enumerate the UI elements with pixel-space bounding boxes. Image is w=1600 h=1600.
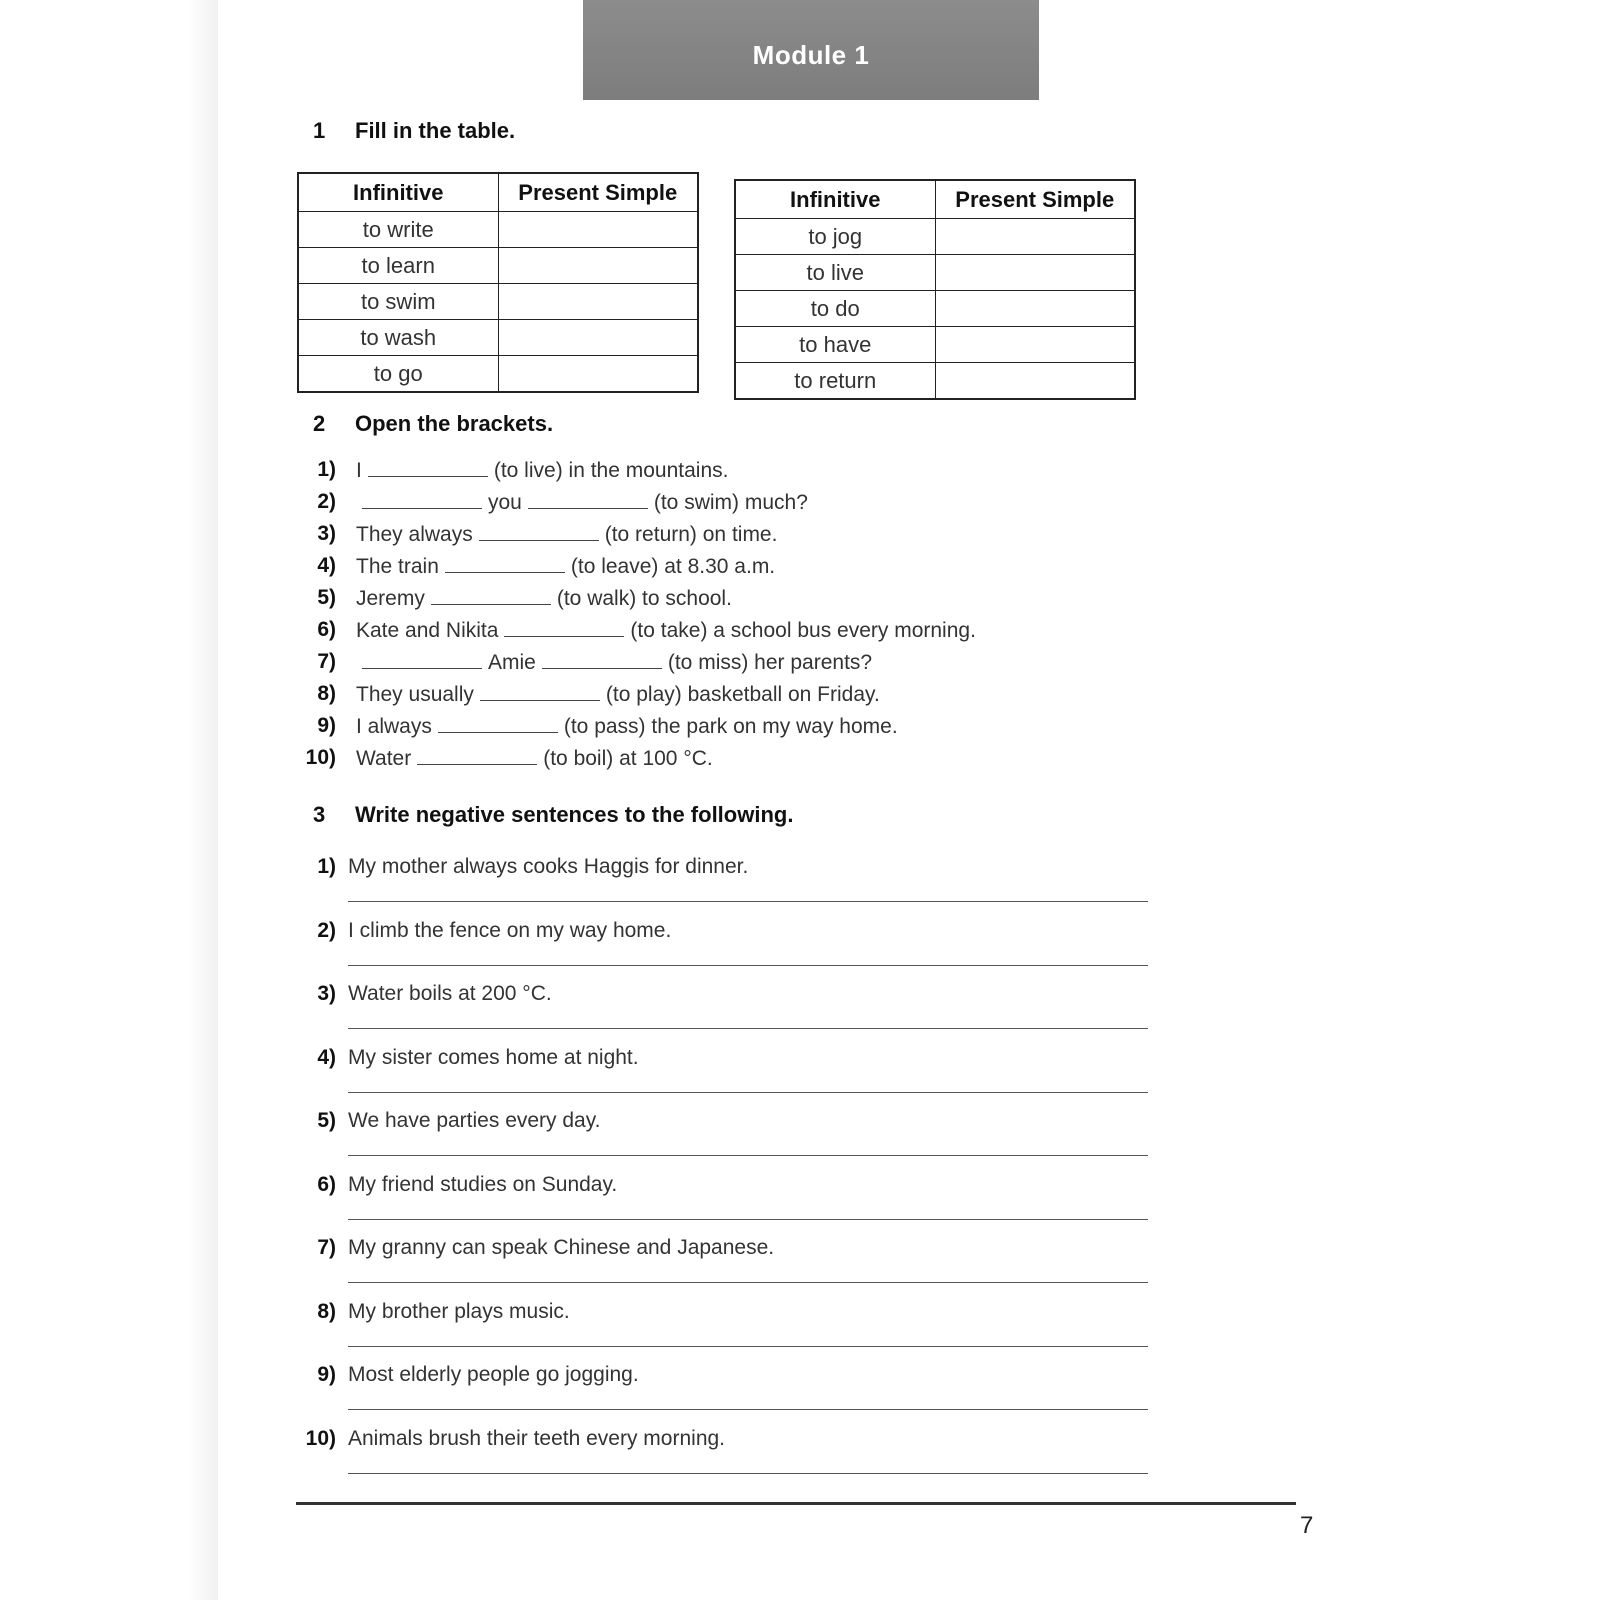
item-text-before: Water — [356, 747, 412, 770]
table-row — [298, 320, 698, 356]
table-row — [298, 212, 698, 248]
item-text-before: The train — [356, 555, 439, 578]
answer-line[interactable] — [348, 1028, 1148, 1029]
item-text-after: (to boil) at 100 °C. — [543, 747, 713, 770]
table-row — [735, 291, 1135, 327]
item-body — [356, 618, 976, 643]
item-text-after: (to miss) her parents? — [667, 651, 873, 674]
item-text-middle: you — [488, 491, 522, 514]
item-number: 9) — [317, 1363, 336, 1386]
section-title: Open the brackets. — [355, 411, 554, 436]
answer-line[interactable] — [348, 1092, 1148, 1093]
infinitive-cell: to live — [735, 255, 935, 291]
item-sentence: My friend studies on Sunday. — [348, 1172, 618, 1196]
item-text-after: (to return) on time. — [604, 523, 778, 546]
table-header-row — [298, 173, 698, 212]
page-edge-shadow — [0, 0, 218, 1600]
answer-blank[interactable] — [542, 650, 662, 669]
item-sentence: Water boils at 200 °C. — [348, 982, 552, 1005]
answer-cell[interactable] — [498, 248, 698, 284]
item-number: 1) — [317, 855, 336, 878]
footer-rule — [296, 1502, 1296, 1505]
item-number: 9) — [317, 714, 336, 737]
item-number: 2) — [317, 918, 336, 942]
answer-line[interactable] — [348, 901, 1148, 902]
answer-cell[interactable] — [498, 320, 698, 356]
bracket-exercise-item — [302, 490, 1202, 518]
table-header-row — [735, 180, 1135, 219]
answer-line[interactable] — [348, 1409, 1148, 1410]
item-number: 7) — [317, 1236, 336, 1259]
answer-blank[interactable] — [504, 618, 624, 637]
answer-blank[interactable] — [362, 490, 482, 509]
answer-cell[interactable] — [935, 255, 1135, 291]
bracket-exercise-item — [302, 586, 1202, 614]
item-body — [356, 650, 872, 675]
module-title: Module 1 — [752, 40, 870, 70]
item-body — [356, 554, 775, 579]
item-text-before: They usually — [356, 683, 474, 706]
answer-blank[interactable] — [479, 522, 599, 541]
infinitive-cell: to return — [735, 363, 935, 400]
header-infinitive: Infinitive — [735, 180, 935, 219]
item-text-after: (to take) a school bus every morning. — [630, 619, 976, 642]
page-number: 7 — [1300, 1512, 1314, 1539]
bracket-exercise-item — [302, 682, 1202, 710]
item-sentence: My brother plays music. — [348, 1299, 570, 1323]
answer-cell[interactable] — [935, 219, 1135, 255]
table-row — [735, 363, 1135, 400]
item-body — [356, 746, 713, 771]
bracket-exercise-item — [302, 746, 1202, 774]
item-number: 10) — [305, 746, 336, 769]
item-sentence: My sister comes home at night. — [348, 1045, 639, 1069]
answer-cell[interactable] — [935, 363, 1135, 400]
item-number: 2) — [317, 490, 336, 513]
item-text-after: (to pass) the park on my way home. — [563, 715, 898, 738]
item-body — [356, 522, 777, 547]
header-present-simple: Present Simple — [935, 180, 1135, 219]
item-body — [356, 458, 728, 483]
answer-line[interactable] — [348, 1346, 1148, 1347]
item-sentence: My mother always cooks Haggis for dinner. — [348, 855, 749, 878]
item-sentence: My granny can speak Chinese and Japanese. — [348, 1236, 775, 1259]
bracket-exercise-item — [302, 714, 1202, 742]
item-sentence: We have parties every day. — [348, 1109, 601, 1132]
section-title: Fill in the table. — [355, 118, 516, 143]
answer-blank[interactable] — [528, 490, 648, 509]
table-row — [298, 284, 698, 320]
item-text-before: I always — [356, 715, 432, 738]
table-row — [735, 327, 1135, 363]
item-body — [356, 490, 808, 515]
infinitive-cell: to wash — [298, 320, 498, 356]
answer-blank[interactable] — [431, 586, 551, 605]
answer-blank[interactable] — [417, 746, 537, 765]
table-row — [298, 248, 698, 284]
verb-table-right — [734, 179, 1136, 400]
answer-blank[interactable] — [480, 682, 600, 701]
infinitive-cell: to go — [298, 356, 498, 393]
table-row — [735, 219, 1135, 255]
header-present-simple: Present Simple — [498, 173, 698, 212]
item-body — [356, 586, 732, 611]
answer-line[interactable] — [348, 965, 1148, 966]
infinitive-cell: to do — [735, 291, 935, 327]
item-number: 4) — [317, 554, 336, 577]
item-number: 3) — [317, 522, 336, 545]
answer-cell[interactable] — [935, 327, 1135, 363]
table-row — [735, 255, 1135, 291]
item-number: 1) — [317, 458, 336, 481]
verb-table-left — [297, 172, 699, 393]
item-text-middle: Amie — [488, 651, 536, 674]
section-title: Write negative sentences to the following. — [355, 802, 794, 827]
infinitive-cell: to write — [298, 212, 498, 248]
item-number: 6) — [317, 618, 336, 641]
item-number: 10) — [305, 1426, 336, 1450]
bracket-exercise-item — [302, 522, 1202, 550]
section-number: 1 — [313, 118, 326, 143]
section-number: 2 — [313, 411, 326, 436]
item-text-before: They always — [356, 523, 473, 546]
item-number: 8) — [317, 682, 336, 705]
bracket-exercise-item — [302, 650, 1202, 678]
bracket-exercise-item — [302, 554, 1202, 582]
answer-blank[interactable] — [362, 650, 482, 669]
item-number: 6) — [317, 1172, 336, 1196]
bracket-exercise-item — [302, 618, 1202, 646]
header-infinitive: Infinitive — [298, 173, 498, 212]
infinitive-cell: to learn — [298, 248, 498, 284]
item-text-before: Jeremy — [356, 587, 425, 610]
infinitive-cell: to swim — [298, 284, 498, 320]
answer-blank[interactable] — [368, 458, 488, 477]
item-text-after: (to walk) to school. — [556, 587, 732, 610]
item-number: 4) — [317, 1045, 336, 1069]
bracket-exercise-item — [302, 458, 1202, 486]
answer-cell[interactable] — [935, 291, 1135, 327]
answer-line[interactable] — [348, 1155, 1148, 1156]
item-number: 3) — [317, 982, 336, 1005]
item-text-before: I — [356, 459, 362, 482]
infinitive-cell: to jog — [735, 219, 935, 255]
item-sentence: I climb the fence on my way home. — [348, 918, 672, 942]
answer-line[interactable] — [348, 1282, 1148, 1283]
item-body — [356, 714, 898, 739]
item-text-after: (to play) basketball on Friday. — [605, 683, 880, 706]
item-number: 5) — [317, 1109, 336, 1132]
item-number: 7) — [317, 650, 336, 673]
item-text-after: (to leave) at 8.30 a.m. — [570, 555, 776, 578]
item-text-after: (to swim) much? — [653, 491, 808, 514]
item-body — [356, 682, 880, 707]
answer-line[interactable] — [348, 1219, 1148, 1220]
table-row — [298, 356, 698, 393]
item-sentence: Animals brush their teeth every morning. — [348, 1426, 726, 1450]
answer-cell[interactable] — [498, 284, 698, 320]
item-sentence: Most elderly people go jogging. — [348, 1363, 639, 1386]
module-banner — [583, 0, 1039, 100]
answer-blank[interactable] — [445, 554, 565, 573]
answer-blank[interactable] — [438, 714, 558, 733]
answer-cell[interactable] — [498, 212, 698, 248]
item-text-after: (to live) in the mountains. — [493, 459, 729, 482]
item-number: 8) — [317, 1299, 336, 1323]
answer-line[interactable] — [348, 1473, 1148, 1474]
item-text-before: Kate and Nikita — [356, 619, 499, 642]
section-number: 3 — [313, 802, 326, 827]
answer-cell[interactable] — [498, 356, 698, 393]
infinitive-cell: to have — [735, 327, 935, 363]
item-number: 5) — [317, 586, 336, 609]
